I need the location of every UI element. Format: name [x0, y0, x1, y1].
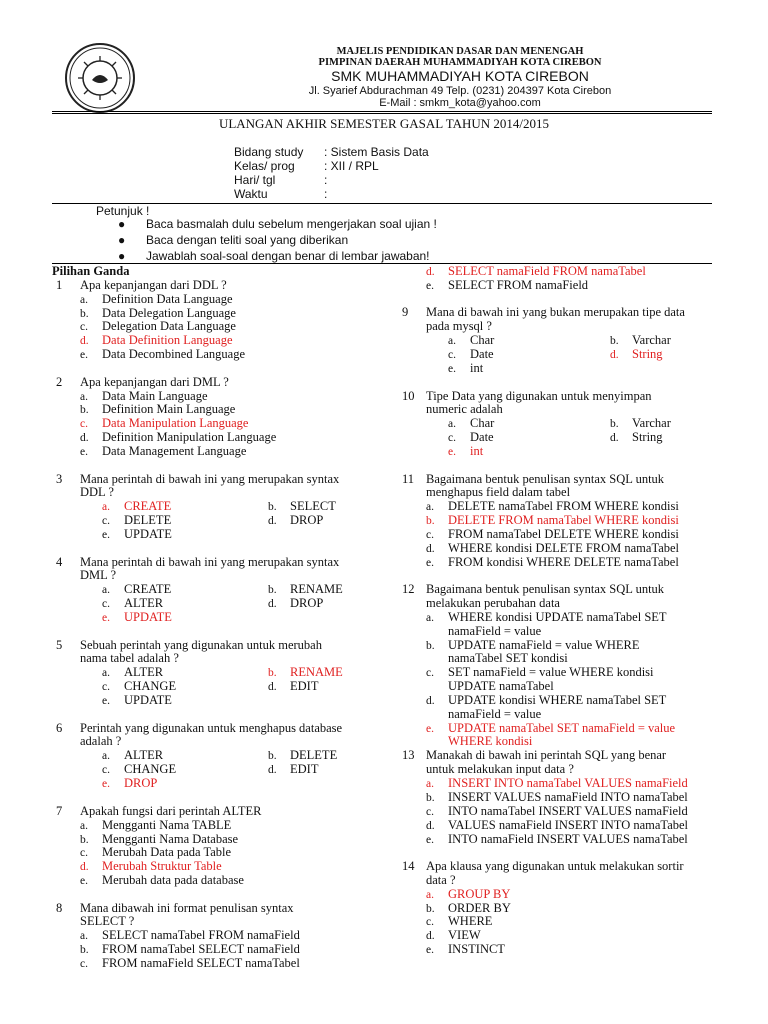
option-d[interactable]: d. WHERE kondisi DELETE FROM namaTabel — [426, 541, 680, 555]
option-d-cont[interactable]: namaField = value — [448, 707, 542, 721]
question-10: 10 — [402, 389, 415, 403]
question-text-cont: DDL ? — [80, 485, 114, 499]
option-a-cont[interactable]: namaField = value — [448, 624, 542, 638]
question-4: 4 — [56, 555, 63, 569]
info-time: Waktu : — [234, 187, 328, 201]
question-text: Apa klausa yang digunakan untuk melakukan sortir — [426, 859, 684, 873]
option-b-cont[interactable]: namaTabel SET kondisi — [448, 651, 568, 665]
school-name: SMK MUHAMMADIYAH KOTA CIREBON — [331, 68, 589, 84]
option-a-answer[interactable]: a. GROUP BY — [426, 887, 511, 901]
option-b[interactable]: b. FROM namaTabel SELECT namaField — [80, 942, 300, 956]
option-c[interactable]: c. Delegation Data Language — [80, 319, 236, 333]
question-11: 11 — [402, 472, 415, 486]
option-a[interactable]: a. Definition Data Language — [80, 292, 233, 306]
exam-title: ULANGAN AKHIR SEMESTER GASAL TAHUN 2014/2015 — [218, 116, 550, 131]
question-text-cont: DML ? — [80, 568, 116, 582]
header-line2: PIMPINAN DAERAH MUHAMMADIYAH KOTA CIREBON — [318, 57, 602, 68]
option-c[interactable]: c. FROM namaField SELECT namaTabel — [80, 956, 300, 970]
question-text-cont: untuk melakukan input data ? — [426, 762, 574, 776]
question-13: 13 — [402, 748, 415, 762]
question-text: Mana perintah di bawah ini yang merupakan syntax — [80, 555, 340, 569]
option-d[interactable]: d. VALUES namaField INSERT INTO namaTabel — [426, 818, 689, 832]
section-title: Pilihan Ganda — [52, 264, 130, 278]
question-text: Mana perintah di bawah ini yang merupakan syntax — [80, 472, 340, 486]
option-e[interactable]: e. FROM kondisi WHERE DELETE namaTabel — [426, 555, 679, 569]
question-text-cont: SELECT ? — [80, 914, 135, 928]
option-c[interactable]: c. INTO namaTabel INSERT VALUES namaField — [426, 804, 688, 818]
info-class: Kelas/ prog : XII / RPL — [234, 159, 379, 173]
option-a[interactable]: a. WHERE kondisi UPDATE namaTabel SET — [426, 610, 667, 624]
school-email: E-Mail : smkm_kota@yahoo.com — [379, 97, 541, 109]
school-logo — [64, 42, 136, 114]
option-b-answer[interactable]: b. DELETE FROM namaTabel WHERE kondisi — [426, 513, 679, 527]
question-5: 5 — [56, 638, 63, 652]
option-d[interactable]: d. DROP — [268, 596, 324, 610]
option-c[interactable]: c. Date — [448, 347, 494, 361]
instruction-item: ● Jawablah soal-soal dengan benar di lembar jawaban! — [118, 249, 430, 263]
question-text-cont: data ? — [426, 873, 456, 887]
question-text: Mana dibawah ini format penulisan syntax — [80, 901, 294, 915]
info-divider — [52, 203, 712, 204]
header-divider-2 — [52, 113, 712, 114]
option-d[interactable]: d. EDIT — [268, 762, 319, 776]
option-b[interactable]: b. INSERT VALUES namaField INTO namaTabel — [426, 790, 688, 804]
option-b[interactable]: b. SELECT — [268, 499, 336, 513]
question-text: Bagaimana bentuk penulisan syntax SQL untuk — [426, 472, 665, 486]
option-e-answer-cont[interactable]: WHERE kondisi — [448, 734, 533, 748]
question-9: 9 — [402, 305, 409, 319]
option-c[interactable]: c. DELETE — [102, 513, 172, 527]
instructions-title: Petunjuk ! — [96, 204, 150, 218]
question-text-cont: adalah ? — [80, 734, 122, 748]
info-day-date: Hari/ tgl : — [234, 173, 328, 187]
option-e[interactable]: e. UPDATE — [102, 693, 172, 707]
option-d[interactable]: d. EDIT — [268, 679, 319, 693]
question-text: Mana di bawah ini yang bukan merupakan tipe data — [426, 305, 685, 319]
option-d-answer[interactable]: d. String — [610, 347, 663, 361]
question-text: Manakah di bawah ini perintah SQL yang benar — [426, 748, 667, 762]
option-e[interactable]: e. INSTINCT — [426, 942, 505, 956]
option-c-cont[interactable]: UPDATE namaTabel — [448, 679, 554, 693]
option-b[interactable]: b. Varchar — [610, 333, 671, 347]
option-b[interactable]: b. Varchar — [610, 416, 671, 430]
option-e-answer[interactable]: e. UPDATE — [102, 610, 172, 624]
question-text-cont: numeric adalah — [426, 402, 503, 416]
question-text: Bagaimana bentuk penulisan syntax SQL untuk — [426, 582, 665, 596]
option-e[interactable]: e. int — [448, 361, 484, 375]
question-text: Perintah yang digunakan untuk menghapus database — [80, 721, 343, 735]
question-text-cont: pada mysql ? — [426, 319, 492, 333]
question-2: 2 — [56, 375, 63, 389]
option-d[interactable]: d. UPDATE kondisi WHERE namaTabel SET — [426, 693, 667, 707]
question-8: 8 — [56, 901, 63, 915]
option-c[interactable]: c. FROM namaTabel DELETE WHERE kondisi — [426, 527, 679, 541]
option-c[interactable]: c. Merubah Data pada Table — [80, 845, 232, 859]
question-text: Tipe Data yang digunakan untuk menyimpan — [426, 389, 652, 403]
question-text-cont: menghapus field dalam tabel — [426, 485, 571, 499]
question-1: 1 — [56, 278, 63, 292]
header-line1: MAJELIS PENDIDIKAN DASAR DAN MENENGAH — [336, 46, 584, 57]
header-divider — [52, 111, 712, 112]
option-d-answer[interactable]: d. SELECT namaField FROM namaTabel — [426, 264, 646, 278]
question-14: 14 — [402, 859, 415, 873]
option-e-answer[interactable]: e. UPDATE namaTabel SET namaField = value — [426, 721, 676, 735]
option-a[interactable]: a. DELETE namaTabel FROM WHERE kondisi — [426, 499, 679, 513]
option-a[interactable]: a. Mengganti Nama TABLE — [80, 818, 232, 832]
option-e-answer[interactable]: e. int — [448, 444, 484, 458]
option-e-answer[interactable]: e. DROP — [102, 776, 158, 790]
question-text: Sebuah perintah yang digunakan untuk merubah — [80, 638, 322, 652]
option-a[interactable]: a. ALTER — [102, 748, 164, 762]
option-b[interactable]: b. RENAME — [268, 582, 343, 596]
question-6: 6 — [56, 721, 63, 735]
option-b[interactable]: b. ORDER BY — [426, 901, 511, 915]
option-a[interactable]: a. Char — [448, 416, 495, 430]
option-d-answer[interactable]: d. Data Definition Language — [80, 333, 233, 347]
option-c-answer[interactable]: c. Data Manipulation Language — [80, 416, 249, 430]
question-12: 12 — [402, 582, 415, 596]
question-text: Apa kepanjangan dari DDL ? — [80, 278, 227, 292]
option-a[interactable]: a. ALTER — [102, 665, 164, 679]
option-c[interactable]: c. CHANGE — [102, 762, 177, 776]
option-b[interactable]: b. Data Delegation Language — [80, 306, 236, 320]
option-e[interactable]: e. SELECT FROM namaField — [426, 278, 589, 292]
option-a[interactable]: a. Data Main Language — [80, 389, 208, 403]
question-7: 7 — [56, 804, 63, 818]
option-e[interactable]: e. Data Management Language — [80, 444, 247, 458]
option-d[interactable]: d. DROP — [268, 513, 324, 527]
option-c[interactable]: c. Date — [448, 430, 494, 444]
option-e[interactable]: e. INTO namaField INSERT VALUES namaTabel — [426, 832, 688, 846]
option-d[interactable]: d. String — [610, 430, 663, 444]
school-address: Jl. Syarief Abdurachman 49 Telp. (0231) 204397 Kota Cirebon — [308, 85, 612, 97]
question-3: 3 — [56, 472, 63, 486]
option-d[interactable]: d. Definition Manipulation Language — [80, 430, 277, 444]
option-b[interactable]: b. DELETE — [268, 748, 338, 762]
info-subject: Bidang study : Sistem Basis Data — [234, 145, 429, 159]
question-text-cont: melakukan perubahan data — [426, 596, 560, 610]
option-d-answer[interactable]: d. Merubah Struktur Table — [80, 859, 222, 873]
option-c[interactable]: c. SET namaField = value WHERE kondisi — [426, 665, 654, 679]
option-b[interactable]: b. UPDATE namaField = value WHERE — [426, 638, 640, 652]
question-text-cont: nama tabel adalah ? — [80, 651, 179, 665]
option-a[interactable]: a. CREATE — [102, 582, 172, 596]
option-b[interactable]: b. Mengganti Nama Database — [80, 832, 239, 846]
option-c[interactable]: c. ALTER — [102, 596, 164, 610]
instruction-item: ● Baca basmalah dulu sebelum mengerjakan soal ujian ! — [118, 217, 437, 231]
option-e[interactable]: e. UPDATE — [102, 527, 172, 541]
option-a-answer[interactable]: a. INSERT INTO namaTabel VALUES namaField — [426, 776, 688, 790]
option-e[interactable]: e. Data Decombined Language — [80, 347, 245, 361]
question-text: Apa kepanjangan dari DML ? — [80, 375, 229, 389]
instruction-item: ● Baca dengan teliti soal yang diberikan — [118, 233, 349, 247]
option-a[interactable]: a. SELECT namaTabel FROM namaField — [80, 928, 300, 942]
option-a[interactable]: a. Char — [448, 333, 495, 347]
option-a-answer[interactable]: a. CREATE — [102, 499, 172, 513]
option-c[interactable]: c. WHERE — [426, 914, 493, 928]
option-b[interactable]: b. Definition Main Language — [80, 402, 236, 416]
question-text: Apakah fungsi dari perintah ALTER — [80, 804, 262, 818]
option-b-answer[interactable]: b. RENAME — [268, 665, 343, 679]
option-e[interactable]: e. Merubah data pada database — [80, 873, 244, 887]
option-d[interactable]: d. VIEW — [426, 928, 481, 942]
option-c[interactable]: c. CHANGE — [102, 679, 177, 693]
